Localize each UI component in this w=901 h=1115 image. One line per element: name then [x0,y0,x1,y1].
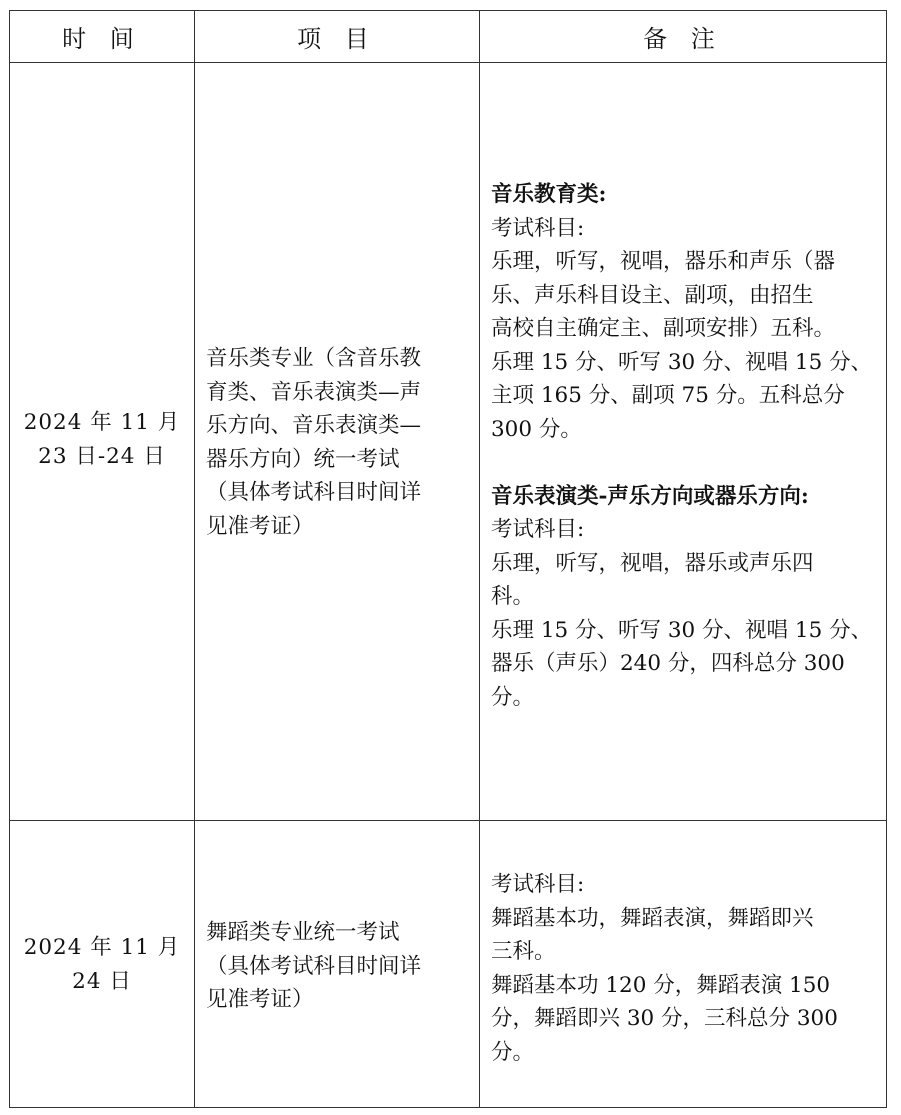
header-item: 项 目 [297,25,377,53]
note-section-title: 音乐表演类-声乐方向或器乐方向: [491,483,809,509]
note-line: 乐理，听写，视唱，器乐或声乐四 [491,550,814,576]
schedule-table [9,10,887,1108]
note-line: 乐、声乐科目设主、副项，由招生 [491,282,814,308]
time-line: 24 日 [72,968,132,994]
note-line: 舞蹈基本功 120 分，舞蹈表演 150 [491,972,831,998]
spacer [491,446,872,480]
item-line: （具体考试科目时间详 [206,953,422,979]
note-line: 舞蹈基本功，舞蹈表演，舞蹈即兴 [491,905,814,931]
note-line: 考试科目: [491,215,585,241]
note-line: 考试科目: [491,872,585,897]
note-line: 考试科目: [491,517,585,542]
row1-note [491,178,872,714]
note-line: 乐理 15 分、听写 30 分、视唱 15 分、 [491,617,873,643]
note-line: 三科。 [491,939,556,964]
row1-time [10,406,194,473]
row-divider [10,62,886,63]
row1-item [206,342,421,543]
header-time: 时 间 [62,25,142,53]
time-line: 2024 年 11 月 [23,410,181,435]
note-line: 高校自主确定主、副项安排）五科。 [491,316,836,341]
item-line: 育类、音乐表演类—声 [206,379,422,405]
note-section-title: 音乐教育类: [491,182,607,207]
time-line: 23 日-24 日 [38,443,166,469]
note-line: 主项 165 分、副项 75 分。五科总分 [491,383,845,408]
note-line: 分。 [491,1039,535,1065]
note-line: 分。 [491,684,535,710]
note-line: 乐理，听写，视唱，器乐和声乐（器 [491,249,836,274]
note-line: 乐理 15 分、听写 30 分、视唱 15 分、 [491,349,873,375]
note-line: 科。 [491,584,535,609]
row-divider [10,820,886,821]
row2-item [206,916,421,1017]
column-divider [479,11,480,1107]
item-line: （具体考试科目时间详 [206,480,422,505]
row2-time [10,931,194,998]
item-line: 见准考证） [206,513,314,539]
note-line: 器乐（声乐）240 分，四科总分 300 [491,651,845,676]
header-note: 备 注 [643,25,723,53]
column-divider [194,11,195,1107]
note-line: 300 分。 [491,416,582,442]
item-line: 音乐类专业（含音乐教 [206,346,422,371]
time-line: 2024 年 11 月 [23,935,181,960]
item-line: 舞蹈类专业统一考试 [206,920,400,945]
item-line: 乐方向、音乐表演类— [206,413,422,438]
item-line: 见准考证） [206,987,314,1012]
row2-note [491,868,838,1069]
item-line: 器乐方向）统一考试 [206,446,400,472]
note-line: 分，舞蹈即兴 30 分，三科总分 300 [491,1006,838,1031]
